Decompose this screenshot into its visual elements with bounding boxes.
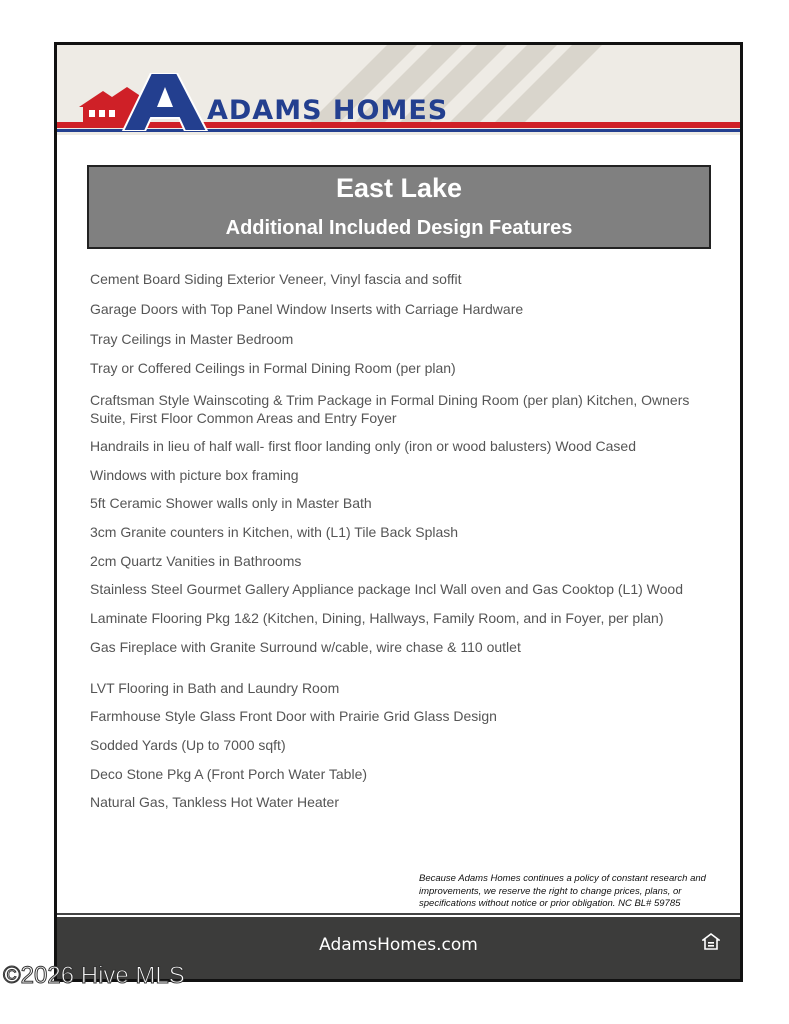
feature-item: Handrails in lieu of half wall- first floor landing only (iron or wood balusters) Wood Cased xyxy=(90,438,636,454)
feature-item: Tray or Coffered Ceilings in Formal Dining Room (per plan) xyxy=(90,360,456,376)
feature-item: 3cm Granite counters in Kitchen, with (L1) Tile Back Splash xyxy=(90,524,459,540)
disclaimer-text: Because Adams Homes continues a policy of constant research and improvements, we reserve the right to change prices, plans, or specifications without notice or prior obligation. NC BL# 59785 xyxy=(419,873,706,909)
mls-watermark: ©2026 Hive MLS xyxy=(3,962,185,989)
footer-divider xyxy=(57,913,740,915)
feature-item: Deco Stone Pkg A (Front Porch Water Table) xyxy=(90,766,368,782)
header-band xyxy=(57,45,740,135)
feature-item: Windows with picture box framing xyxy=(90,467,299,483)
title-box xyxy=(87,165,711,249)
feature-item: Gas Fireplace with Granite Surround w/cable, wire chase & 110 outlet xyxy=(90,639,521,655)
feature-item: 2cm Quartz Vanities in Bathrooms xyxy=(90,553,302,569)
feature-item: Tray Ceilings in Master Bedroom xyxy=(90,331,294,347)
feature-item: 5ft Ceramic Shower walls only in Master Bath xyxy=(90,495,372,511)
footer-website-link[interactable]: AdamsHomes.com xyxy=(319,935,478,955)
brand-name: ADAMS HOMES xyxy=(207,95,449,126)
page-title: East Lake xyxy=(335,173,463,203)
flyer-page xyxy=(54,42,743,982)
feature-item: Sodded Yards (Up to 7000 sqft) xyxy=(90,737,286,753)
feature-item: Cement Board Siding Exterior Veneer, Vinyl fascia and soffit xyxy=(90,271,462,287)
feature-item: Laminate Flooring Pkg 1&2 (Kitchen, Dining, Hallways, Family Room, and in Foyer, per plan) xyxy=(90,610,664,626)
feature-item: Stainless Steel Gourmet Gallery Appliance package Incl Wall oven and Gas Cooktop (L1) Wood xyxy=(90,581,683,597)
feature-item: Farmhouse Style Glass Front Door with Prairie Grid Glass Design xyxy=(90,708,497,724)
feature-item: Garage Doors with Top Panel Window Inserts with Carriage Hardware xyxy=(90,301,524,317)
page-subtitle: Additional Included Design Features xyxy=(225,217,573,239)
equal-housing-opportunity-icon xyxy=(702,933,720,951)
feature-item: Craftsman Style Wainscoting & Trim Package in Formal Dining Room (per plan) Kitchen, Owners Suite, First Floor Common Areas and Entry Foyer xyxy=(90,392,690,426)
feature-item: LVT Flooring in Bath and Laundry Room xyxy=(90,680,340,696)
feature-item: Natural Gas, Tankless Hot Water Heater xyxy=(90,794,339,810)
